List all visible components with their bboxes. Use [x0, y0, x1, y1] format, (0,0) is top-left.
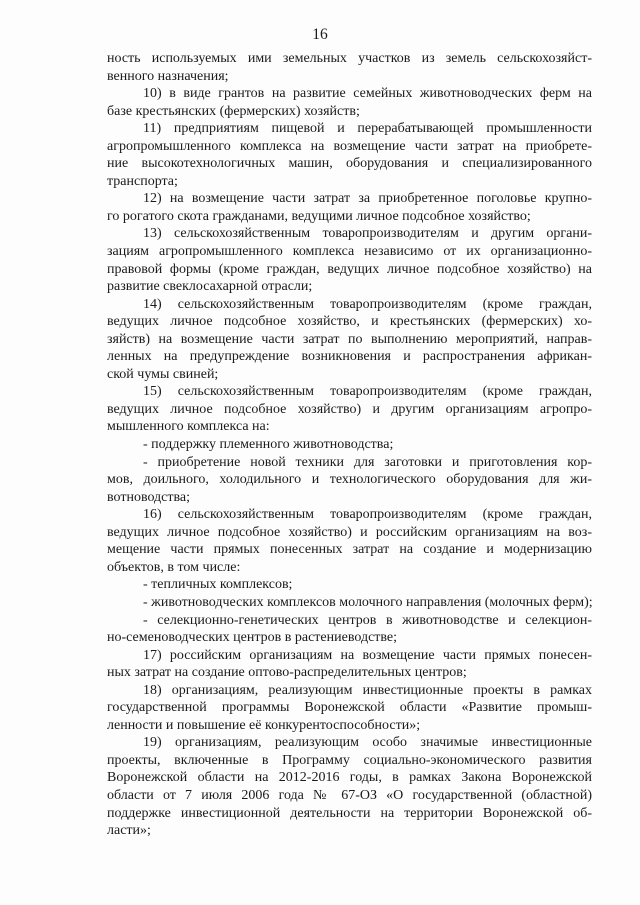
text-line: но-семеноводческих центров в растениеводстве; — [107, 630, 398, 646]
text-line: ведущих личное подсобное хозяйство) и другим организациям агропро- — [107, 401, 592, 417]
text-line: агропромышленного комплекса на возмещение части затрат на приобрете- — [107, 138, 592, 154]
text-line: - приобретение новой техники для заготовки и приготовления кор- — [143, 454, 592, 470]
text-line: ленности и повышение её конкурентоспособности»; — [107, 717, 421, 733]
text-line: вотноводства; — [107, 489, 191, 505]
text-line: 19) организациям, реализующим особо значимые инвестиционные — [143, 735, 592, 751]
text-line: - поддержку племенного животноводства; — [143, 437, 394, 453]
text-line: мов, доильного, холодильного и технологического оборудования для жи- — [107, 472, 592, 488]
text-line: - тепличных комплексов; — [143, 577, 293, 593]
text-line: 11) предприятиям пищевой и перерабатывающей промышленности — [143, 121, 592, 137]
text-line: развитие свеклосахарной отрасли; — [107, 279, 313, 295]
text-line: ведущих личное подсобное хозяйство) и российским организациям на воз- — [107, 524, 592, 540]
text-line: ской чумы свиней; — [107, 366, 219, 382]
document-body — [107, 50, 592, 840]
text-line: ведущих личное подсобное хозяйство, и крестьянских (фермерских) хо- — [107, 314, 592, 330]
text-line: ность используемых ими земельных участков из земель сельскохозяйст- — [107, 51, 592, 66]
page-number: 16 — [312, 26, 328, 43]
text-line: 10) в виде грантов на развитие семейных животноводческих ферм на — [143, 86, 592, 102]
text-line: зяйств) на возмещение части затрат по выполнению мероприятий, направ- — [107, 331, 592, 347]
text-line: транспорта; — [107, 173, 178, 189]
text-line: Воронежской области на 2012-2016 годы, в рамках Закона Воронежской — [107, 770, 592, 786]
text-line: 17) российским организациям на возмещение части прямых понесен- — [143, 647, 592, 663]
text-line: венного назначения; — [107, 68, 229, 84]
text-line: ние высокотехнологичных машин, оборудования и специализированного — [107, 156, 592, 172]
text-line: ленных на предупреждение возникновения и распространения африкан- — [107, 349, 592, 365]
text-line: - животноводческих комплексов молочного направления (молочных ферм); — [143, 594, 593, 610]
text-line: 12) на возмещение части затрат за приобретенное поголовье крупно- — [143, 191, 592, 207]
text-line: проекты, включенные в Программу социально-экономического развития — [107, 752, 592, 768]
text-line: базе крестьянских (фермерских) хозяйств; — [107, 103, 360, 119]
text-line: ных затрат на создание оптово-распределительных центров; — [107, 665, 467, 681]
text-line: 16) сельскохозяйственным товаропроизводителям (кроме граждан, — [143, 507, 592, 523]
text-line: ласти»; — [107, 823, 151, 839]
text-line: 13) сельскохозяйственным товаропроизводителям и другим органи- — [143, 226, 592, 242]
text-line: зациям агропромышленного комплекса независимо от их организационно- — [107, 244, 592, 260]
text-line: 15) сельскохозяйственным товаропроизводителям (кроме граждан, — [143, 384, 592, 400]
text-line: мещение части прямых понесенных затрат на создание и модернизацию — [107, 542, 592, 558]
text-line: поддержке инвестиционной деятельности на территории Воронежской об- — [107, 805, 592, 821]
text-line: мышленного комплекса на: — [107, 419, 270, 435]
text-line: области от 7 июля 2006 года № 67-ОЗ «О государственной (областной) — [107, 787, 592, 803]
text-line: - селекционно-генетических центров в животноводстве и селекцион- — [143, 612, 592, 628]
text-line: правовой формы (кроме граждан, ведущих личное подсобное хозяйство) на — [107, 261, 592, 277]
text-line: объектов, в том числе: — [107, 559, 241, 575]
text-line: го рогатого скота гражданами, ведущими личное подсобное хозяйство; — [107, 208, 531, 224]
text-line: 18) организациям, реализующим инвестиционные проекты в рамках — [143, 682, 592, 698]
text-line: 14) сельскохозяйственным товаропроизводителям (кроме граждан, — [143, 296, 592, 312]
text-line: государственной программы Воронежской области «Развитие промыш- — [107, 700, 592, 716]
